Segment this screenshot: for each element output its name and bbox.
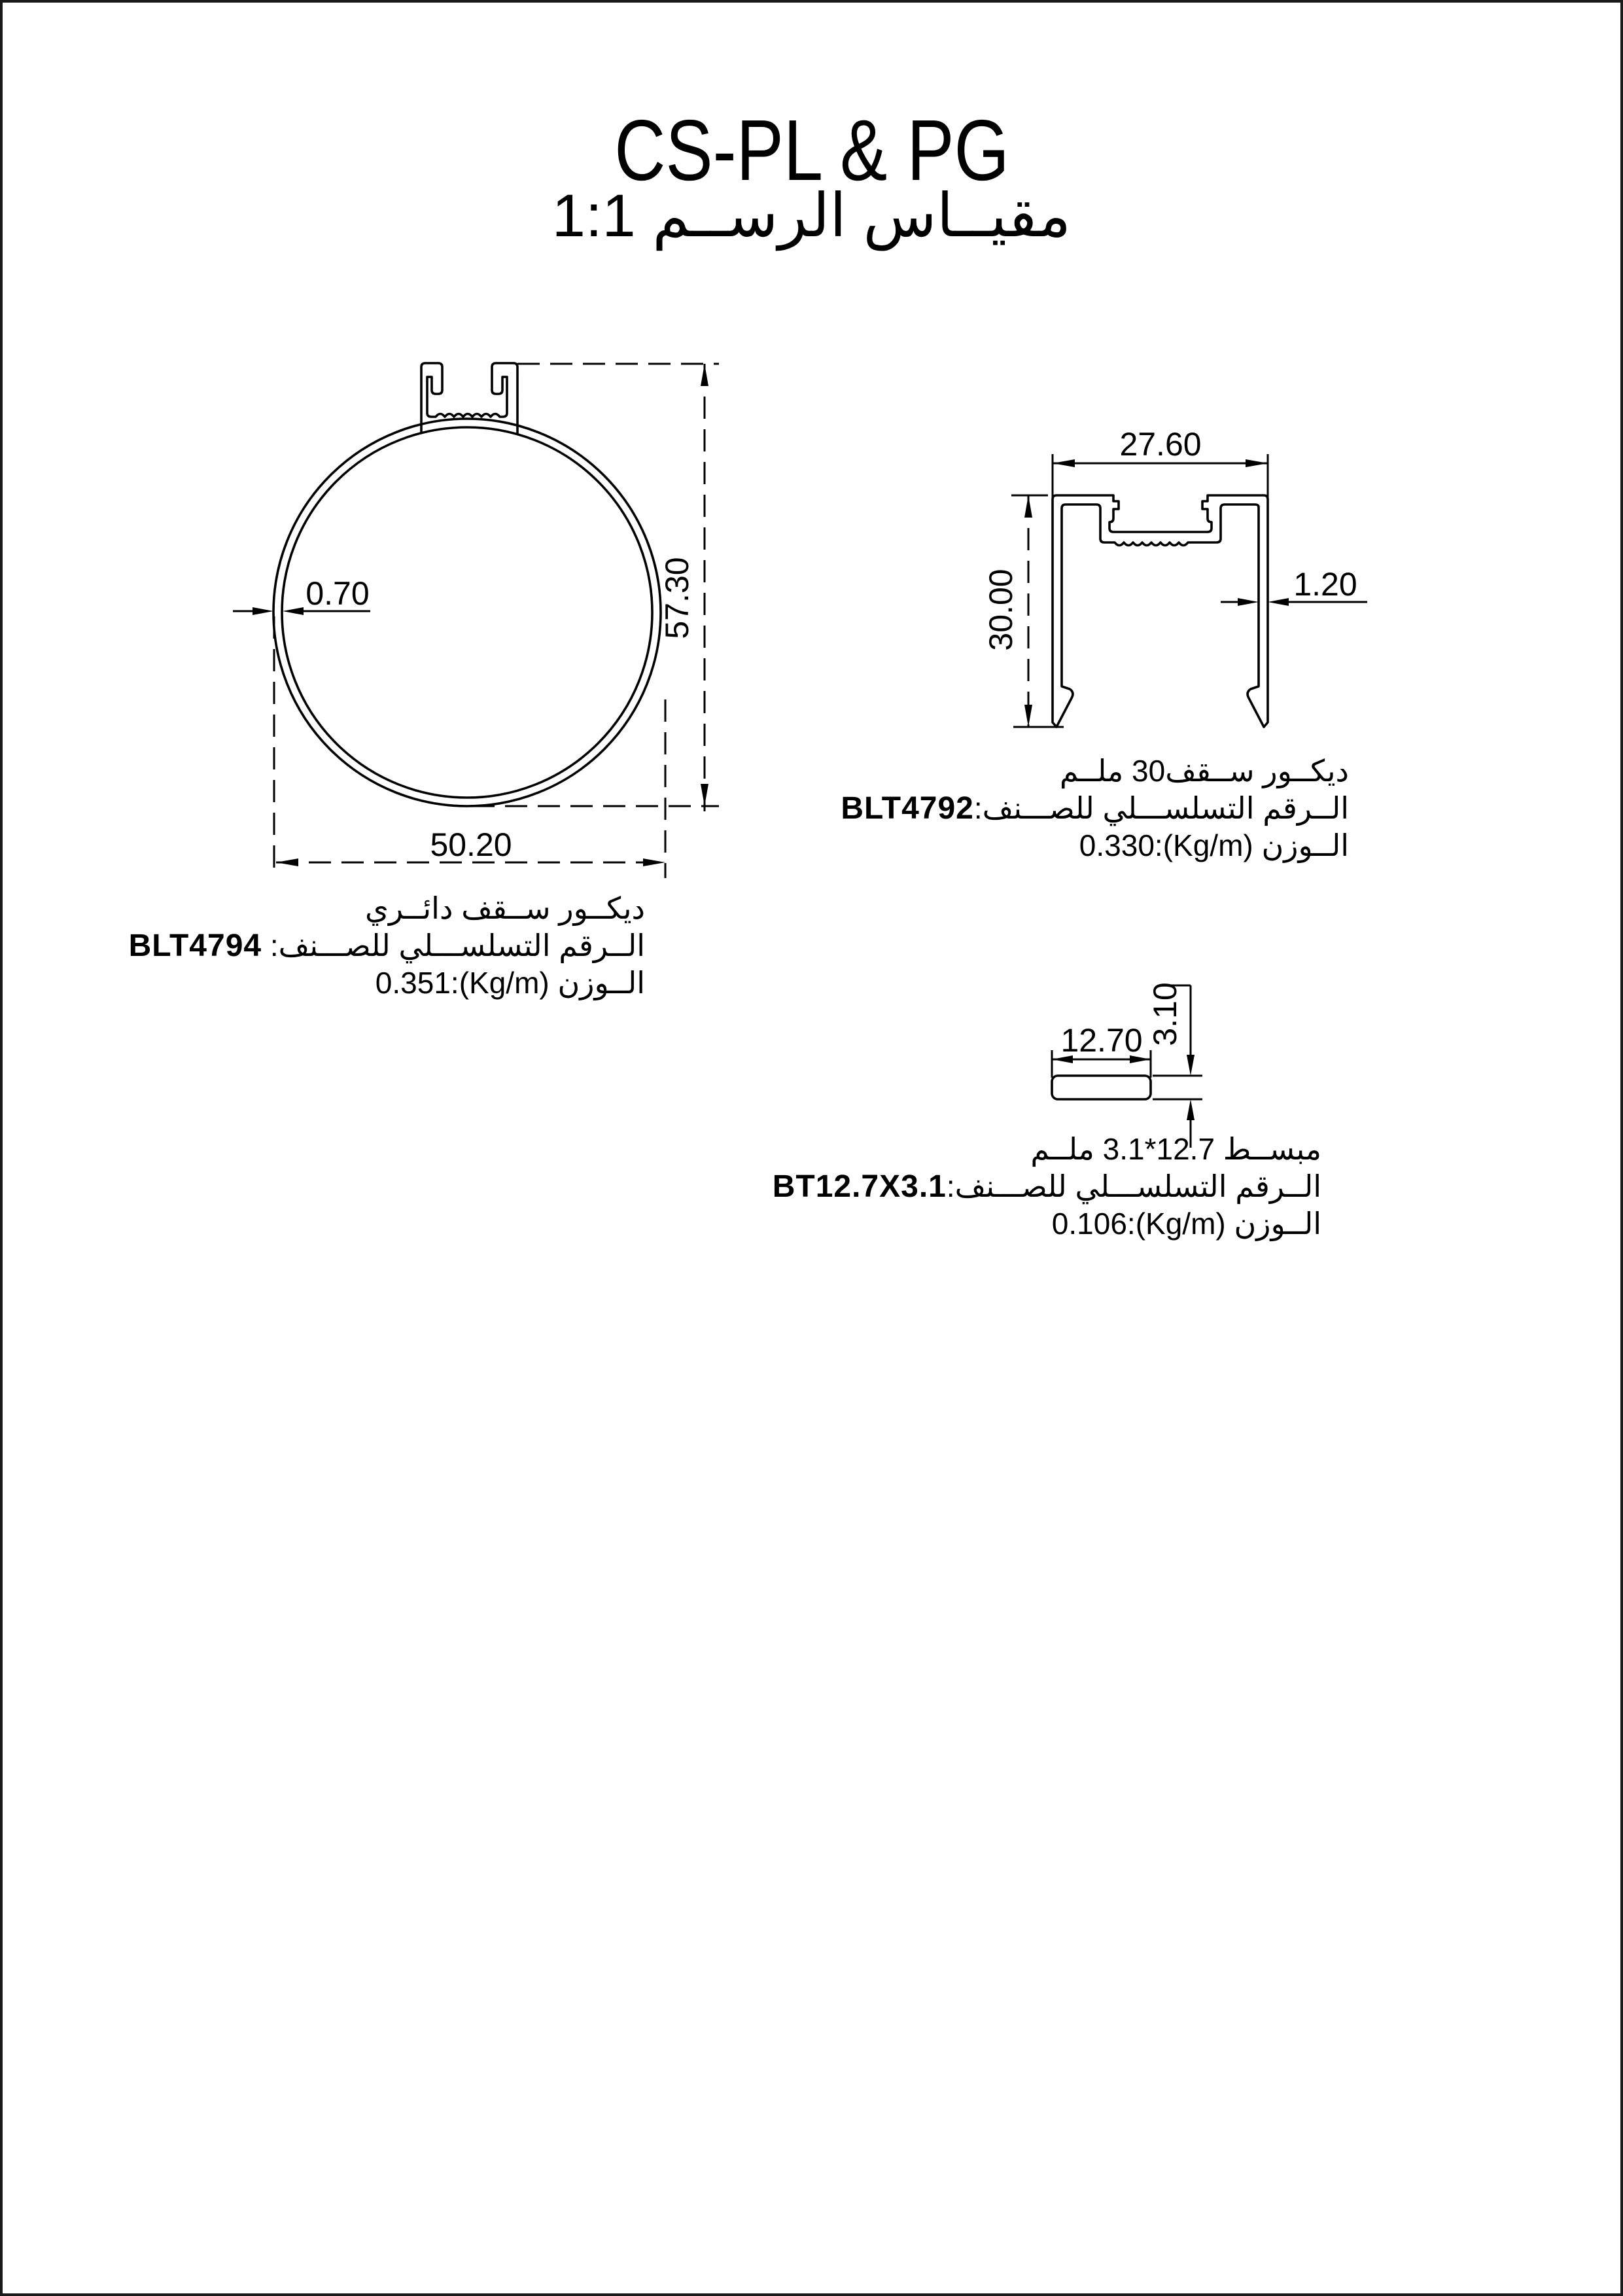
dim-height-label: 30.00 — [983, 569, 1019, 651]
profile2-weight: 0.330 — [1079, 828, 1155, 862]
profile3-name: مبســط 12.7*3.1 ملــم — [1030, 1132, 1321, 1166]
profile3-caption-block — [773, 1131, 1321, 1243]
dim-height-label: 57.30 — [659, 557, 695, 639]
weight-label: الــوزن — [1261, 828, 1349, 862]
dim-thickness-0-70 — [233, 575, 370, 615]
dim-width-12-70 — [1052, 1022, 1151, 1078]
dim-thickness-label: 0.70 — [305, 575, 370, 612]
profile1-serial-line: الــرقم التسلســـلي للصـــنف: BLT4794 — [128, 928, 645, 963]
dim-width-label: 12.70 — [1060, 1022, 1143, 1059]
profile1-weight: 0.351 — [375, 966, 451, 1000]
dim-width-27-60 — [1053, 426, 1268, 499]
channel-profile-drawing — [964, 408, 1409, 749]
serial-label: الــرقم التسلســـلي للصـــنف — [982, 791, 1349, 825]
flatbar-shape — [1052, 1076, 1151, 1099]
profile3-serial: BT12.7X3.1 — [772, 1169, 947, 1204]
flatbar-profile-drawing — [964, 938, 1409, 1154]
page-title-text: CS-PL & PG — [614, 102, 1009, 198]
serial-label: الــرقم التسلســـلي للصـــنف — [954, 1169, 1321, 1203]
profile2-serial: BLT4792 — [841, 791, 974, 826]
dim-thickness-label: 1.20 — [1293, 566, 1357, 603]
profile3-weight: 0.106 — [1051, 1207, 1127, 1241]
dim-width-label: 50.20 — [430, 826, 512, 863]
profile2-caption-block — [841, 752, 1349, 864]
channel-profile-shape — [1053, 495, 1268, 727]
dim-thickness-1-20 — [1221, 566, 1367, 606]
profile1-weight-line: الــوزن (Kg/m):0.351 — [375, 966, 645, 1000]
profile2-name: ديكــور ســقف30 ملــم — [1059, 754, 1349, 788]
weight-label: الــوزن — [1234, 1207, 1321, 1241]
profile2-serial-line: الــرقم التسلســـلي للصـــنف:BLT4792 — [841, 791, 1349, 826]
profile3-weight-line: الــوزن (Kg/m):0.106 — [1051, 1207, 1321, 1241]
profile1-caption-block — [129, 890, 645, 1002]
dim-width-label: 27.60 — [1119, 426, 1202, 463]
page-subtitle: مقيــاس الرســم 1:1 — [551, 183, 1072, 249]
weight-label: الــوزن — [557, 966, 645, 1000]
circular-profile-drawing — [199, 323, 788, 912]
profile1-serial: BLT4794 — [128, 928, 262, 963]
dim-height-label: 3.10 — [1147, 982, 1183, 1046]
dim-height-3-10 — [1147, 982, 1202, 1148]
profile3-serial-line: الــرقم التسلســـلي للصـــنف:BT12.7X3.1 — [772, 1169, 1321, 1204]
profile1-name: ديكــور ســقف دائــري — [365, 891, 645, 925]
serial-label: الــرقم التسلســـلي للصـــنف — [278, 928, 645, 963]
profile2-weight-line: الــوزن (Kg/m):0.330 — [1079, 828, 1349, 862]
